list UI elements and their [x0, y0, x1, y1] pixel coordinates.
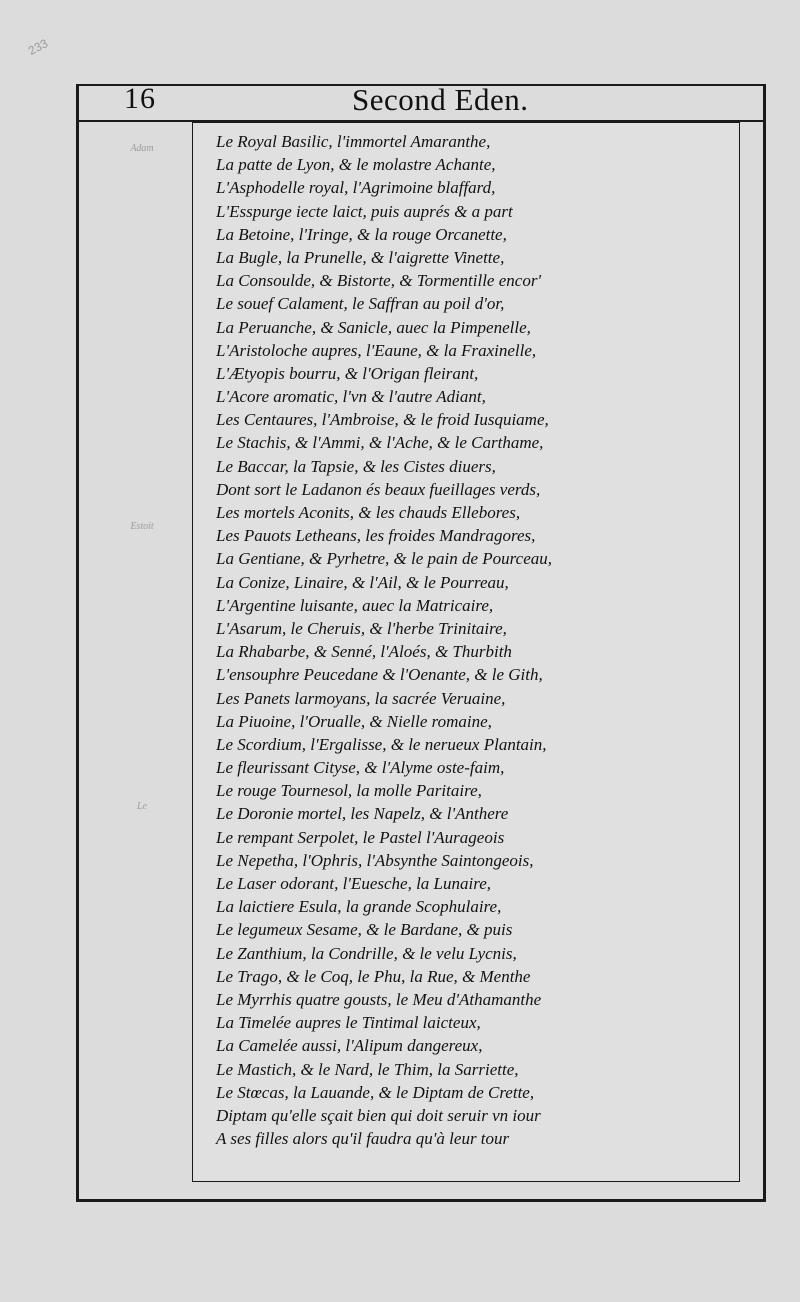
margin-note-line: Estoit [130, 521, 154, 532]
margin-note-line: Adam [130, 143, 154, 154]
verse-line: Le Scordium, l'Ergalisse, & le nerueux Plantain, [216, 734, 547, 754]
verse-line: La Betoine, l'Iringe, & la rouge Orcanette, [216, 224, 507, 244]
running-title: Second Eden. [352, 82, 529, 117]
verse-line: Les Pauots Letheans, les froides Mandragores, [216, 526, 536, 546]
margin-note-2 [96, 520, 188, 533]
page-number: 16 [124, 82, 156, 115]
verse-line: Le legumeux Sesame, & le Bardane, & puis [216, 920, 513, 940]
verse-line: L'Aristoloche aupres, l'Eaune, & la Fraxinelle, [216, 340, 537, 360]
verse-line: Le Zanthium, la Condrille, & le velu Lycnis, [216, 943, 517, 963]
verse-line: Diptam qu'elle sçait bien qui doit seruir vn iour [216, 1105, 541, 1125]
verse-line: L'Argentine luisante, auec la Matricaire, [216, 595, 494, 615]
verse-line: Dont sort le Ladanon és beaux fueillages verds, [216, 479, 541, 499]
verse-line: Le rempant Serpolet, le Pastel l'Aurageois [216, 827, 505, 847]
pencil-annotation: 233 [25, 36, 51, 58]
verse-line: L'Esspurge iecte laict, puis auprés & a part [216, 201, 513, 221]
margin-note-line: Le [137, 801, 147, 812]
verse-line: Le fleurissant Cityse, & l'Alyme oste-faim, [216, 758, 505, 778]
verse-line: Le Stœcas, la Lauande, & le Diptam de Crette, [216, 1082, 535, 1102]
verse-line: Le Trago, & le Coq, le Phu, la Rue, & Menthe [216, 966, 531, 986]
verse-line: Le Myrrhis quatre gousts, le Meu d'Athamanthe [216, 989, 542, 1009]
verse-line: Le Nepetha, l'Ophris, l'Absynthe Saintongeois, [216, 850, 534, 870]
verse-line: L'Asarum, le Cheruis, & l'herbe Trinitaire, [216, 618, 507, 638]
verse-line: L'Ætyopis bourru, & l'Origan fleirant, [216, 363, 479, 383]
verse-line: A ses filles alors qu'il faudra qu'à leur tour [216, 1129, 510, 1149]
verse-line: La Rhabarbe, & Senné, l'Aloés, & Thurbith [216, 642, 512, 662]
verse-line: L'Acore aromatic, l'vn & l'autre Adiant, [216, 387, 486, 407]
verse-line: Les mortels Aconits, & les chauds Ellebores, [216, 503, 521, 522]
verse-line: La Timelée aupres le Tintimal laicteux, [216, 1013, 481, 1033]
verse-line: La laictiere Esula, la grande Scophulaire, [216, 897, 502, 917]
poem-verses [216, 130, 736, 1150]
verse-line: Le Baccar, la Tapsie, & les Cistes diuers, [216, 456, 496, 476]
verse-line: Le Royal Basilic, l'immortel Amaranthe, [216, 132, 491, 151]
verse-line: La Conize, Linaire, & l'Ail, & le Pourreau, [216, 572, 509, 592]
verse-line: La Peruanche, & Sanicle, auec la Pimpenelle, [216, 317, 531, 337]
verse-line: La Gentiane, & Pyrhetre, & le pain de Pourceau, [216, 549, 552, 569]
verse-line: Les Centaures, l'Ambroise, & le froid Iusquiame, [216, 410, 549, 430]
verse-line: L'ensouphre Peucedane & l'Oenante, & le Gith, [216, 665, 543, 685]
verse-line: Le Doronie mortel, les Napelz, & l'Anthere [216, 804, 509, 824]
verse-line: Les Panets larmoyans, la sacrée Veruaine, [216, 688, 506, 708]
verse-line: La Piuoine, l'Orualle, & Nielle romaine, [216, 711, 492, 731]
margin-note-1 [96, 142, 188, 155]
verse-line: La Consoulde, & Bistorte, & Tormentille encor' [216, 271, 542, 291]
verse-line: La Bugle, la Prunelle, & l'aigrette Vinette, [216, 247, 505, 267]
verse-line: La patte de Lyon, & le molastre Achante, [216, 155, 496, 175]
verse-line: Le rouge Tournesol, la molle Paritaire, [216, 781, 482, 801]
verse-line: Le Mastich, & le Nard, le Thim, la Sarriette, [216, 1059, 519, 1079]
verse-line: Le souef Calament, le Saffran au poil d'or, [216, 294, 505, 314]
margin-note-3 [96, 800, 188, 813]
verse-line: L'Asphodelle royal, l'Agrimoine blaffard, [216, 178, 496, 198]
verse-line: La Camelée aussi, l'Alipum dangereux, [216, 1036, 483, 1056]
verse-line: Le Laser odorant, l'Euesche, la Lunaire, [216, 874, 491, 893]
verse-line: Le Stachis, & l'Ammi, & l'Ache, & le Carthame, [216, 433, 544, 453]
